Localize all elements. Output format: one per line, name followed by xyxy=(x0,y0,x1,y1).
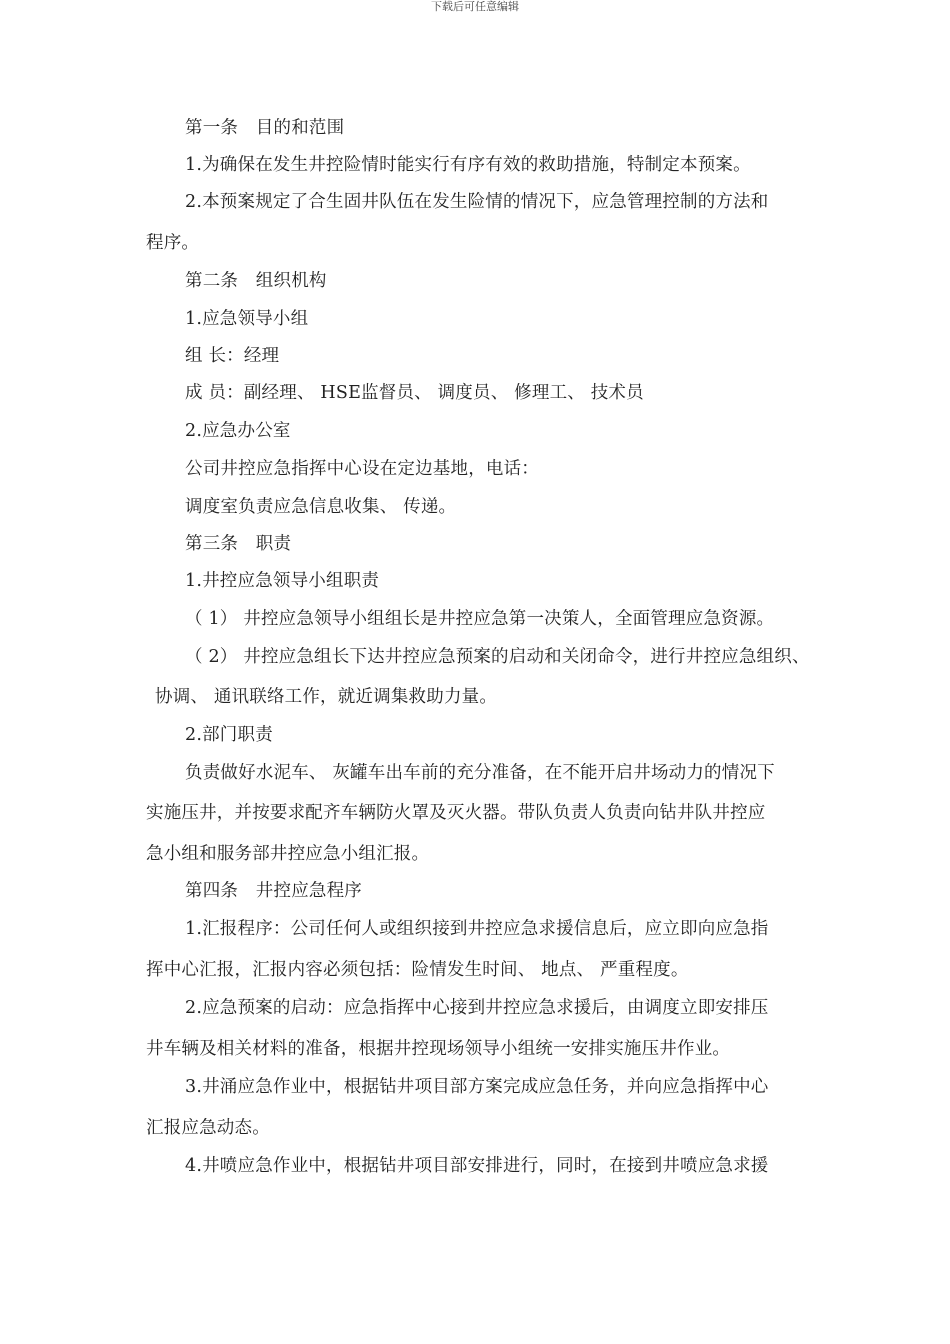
duty-1: （ 1） 井控应急领导小组组长是井控应急第一决策人，全面管理应急资源。 xyxy=(185,609,775,629)
dept-duty-line-3: 急小组和服务部井控应急小组汇报。 xyxy=(146,844,430,864)
procedure-3: 3.井涌应急作业中，根据钻井项目部方案完成应急任务，并向应急指挥中心 xyxy=(185,1077,769,1097)
article-3-item-1: 1.井控应急领导小组职责 xyxy=(185,571,380,591)
article-1-item-2-cont: 程序。 xyxy=(146,233,200,253)
procedure-2: 2.应急预案的启动：应急指挥中心接到井控应急求援后，由调度立即安排压 xyxy=(185,998,769,1018)
article-2-title: 第二条 组织机构 xyxy=(185,271,327,291)
article-4-title: 第四条 井控应急程序 xyxy=(185,881,362,901)
team-members: 成 员：副经理、 HSE监督员、 调度员、 修理工、 技术员 xyxy=(185,383,644,403)
dispatch-room: 调度室负责应急信息收集、 传递。 xyxy=(185,497,457,517)
procedure-1-cont: 挥中心汇报，汇报内容必须包括：险情发生时间、 地点、 严重程度。 xyxy=(146,960,689,980)
team-leader: 组 长：经理 xyxy=(185,346,280,366)
procedure-1: 1.汇报程序：公司任何人或组织接到井控应急求援信息后，应立即向应急指 xyxy=(185,919,769,939)
page-header: 下载后可任意编辑 xyxy=(431,0,519,13)
dept-duty-line-2: 实施压井，并按要求配齐车辆防火罩及灭火器。带队负责人负责向钻井队井控应 xyxy=(146,803,766,823)
command-center: 公司井控应急指挥中心设在定边基地，电话： xyxy=(185,459,539,479)
procedure-2-cont: 井车辆及相关材料的准备，根据井控现场领导小组统一安排实施压井作业。 xyxy=(146,1039,731,1059)
article-2-item-2: 2.应急办公室 xyxy=(185,421,291,441)
duty-2: （ 2） 井控应急组长下达井控应急预案的启动和关闭命令，进行井控应急组织、 xyxy=(185,647,810,667)
article-3-title: 第三条 职责 xyxy=(185,534,292,554)
duty-2-cont: 协调、 通讯联络工作，就近调集救助力量。 xyxy=(155,687,498,707)
article-2-item-1: 1.应急领导小组 xyxy=(185,309,309,329)
article-1-item-1: 1.为确保在发生井控险情时能实行有序有效的救助措施，特制定本预案。 xyxy=(185,155,751,175)
article-1-title: 第一条 目的和范围 xyxy=(185,118,345,138)
procedure-4: 4.井喷应急作业中，根据钻井项目部安排进行，同时，在接到井喷应急求援 xyxy=(185,1156,769,1176)
dept-duty-line-1: 负责做好水泥车、 灰罐车出车前的充分准备，在不能开启井场动力的情况下 xyxy=(185,763,775,783)
procedure-3-cont: 汇报应急动态。 xyxy=(146,1118,270,1138)
article-1-item-2: 2.本预案规定了合生固井队伍在发生险情的情况下，应急管理控制的方法和 xyxy=(185,192,769,212)
article-3-item-2: 2.部门职责 xyxy=(185,725,273,745)
